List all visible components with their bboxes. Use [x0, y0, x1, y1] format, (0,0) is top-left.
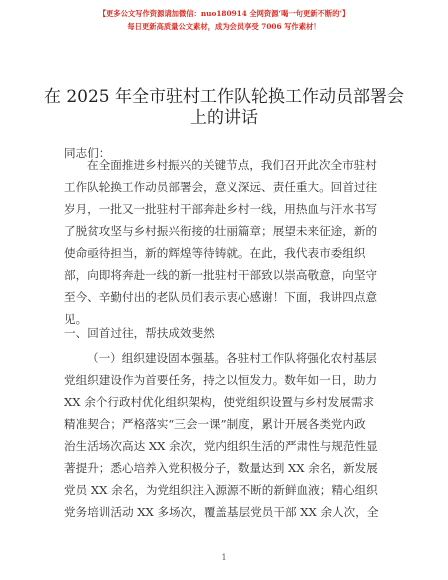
text-line: 使命亟待担当，新的辉煌等待铸就。在此，我代表市委组织 — [64, 246, 366, 260]
text-line: 部，向即将奔赴一线的新一批驻村干部致以崇高敬意，向坚守 — [64, 268, 378, 282]
text-line: 著提升；悉心培养入党积极分子，数量达到 XX 余名，新发展 — [64, 461, 378, 475]
text-line: 党组织建设作为首要任务，持之以恒发力。数年如一日，助力 — [64, 373, 378, 387]
page-number: 1 — [221, 553, 227, 562]
page-title-line2: 上的讲话 — [190, 108, 258, 128]
text-line: 党员 XX 余名，为党组织注入源源不断的新鲜血液；精心组织 — [64, 483, 378, 497]
text-line: 岁月，一批又一批驻村干部奔赴乡村一线，用热血与汗水书写 — [64, 202, 378, 216]
section-heading-1: 一、回首过往，帮扶成效斐然 — [64, 326, 215, 340]
text-line: 了脱贫攻坚与乡村振兴衔接的壮丽篇章；展望未来征途，新的 — [64, 224, 378, 238]
text-line: 治生活场次高达 XX 余次，党内组织生活的严肃性与规范性显 — [64, 439, 378, 453]
text-line: 见。 — [64, 312, 88, 326]
intro-paragraph — [64, 154, 394, 330]
text-line: （一）组织建设固本强基。各驻村工作队将强化农村基层 — [87, 351, 377, 365]
text-line: 党务培训活动 XX 多场次，覆盖基层党员干部 XX 余人次，全 — [64, 505, 379, 519]
promo-banner-line1: 【更多公文写作资源请加微信：nuo180914 全网资源‘喝一句更新不断的’】 — [98, 9, 350, 18]
page-title-line1: 在 2025 年全市驻村工作队轮换工作动员部署会 — [43, 87, 405, 107]
text-line: 至今、辛勤付出的老队员们表示衷心感谢！下面，我讲四点意 — [64, 290, 378, 304]
section1-paragraph — [64, 347, 394, 523]
text-line: 工作队轮换工作动员部署会，意义深远、责任重大。回首过往 — [64, 180, 378, 194]
promo-banner-line2: 每日更新高质量公文素材，成为会员享受 7006 写作素材！ — [127, 22, 321, 31]
text-line: 在全面推进乡村振兴的关键节点，我们召开此次全市驻村 — [87, 158, 377, 172]
text-line: XX 余个行政村优化组织架构，使党组织设置与乡村发展需求 — [64, 395, 375, 409]
text-line: 精准契合；严格落实“三会一课”制度，累计开展各类党内政 — [64, 417, 366, 431]
salutation-text: 同志们： — [64, 146, 111, 160]
